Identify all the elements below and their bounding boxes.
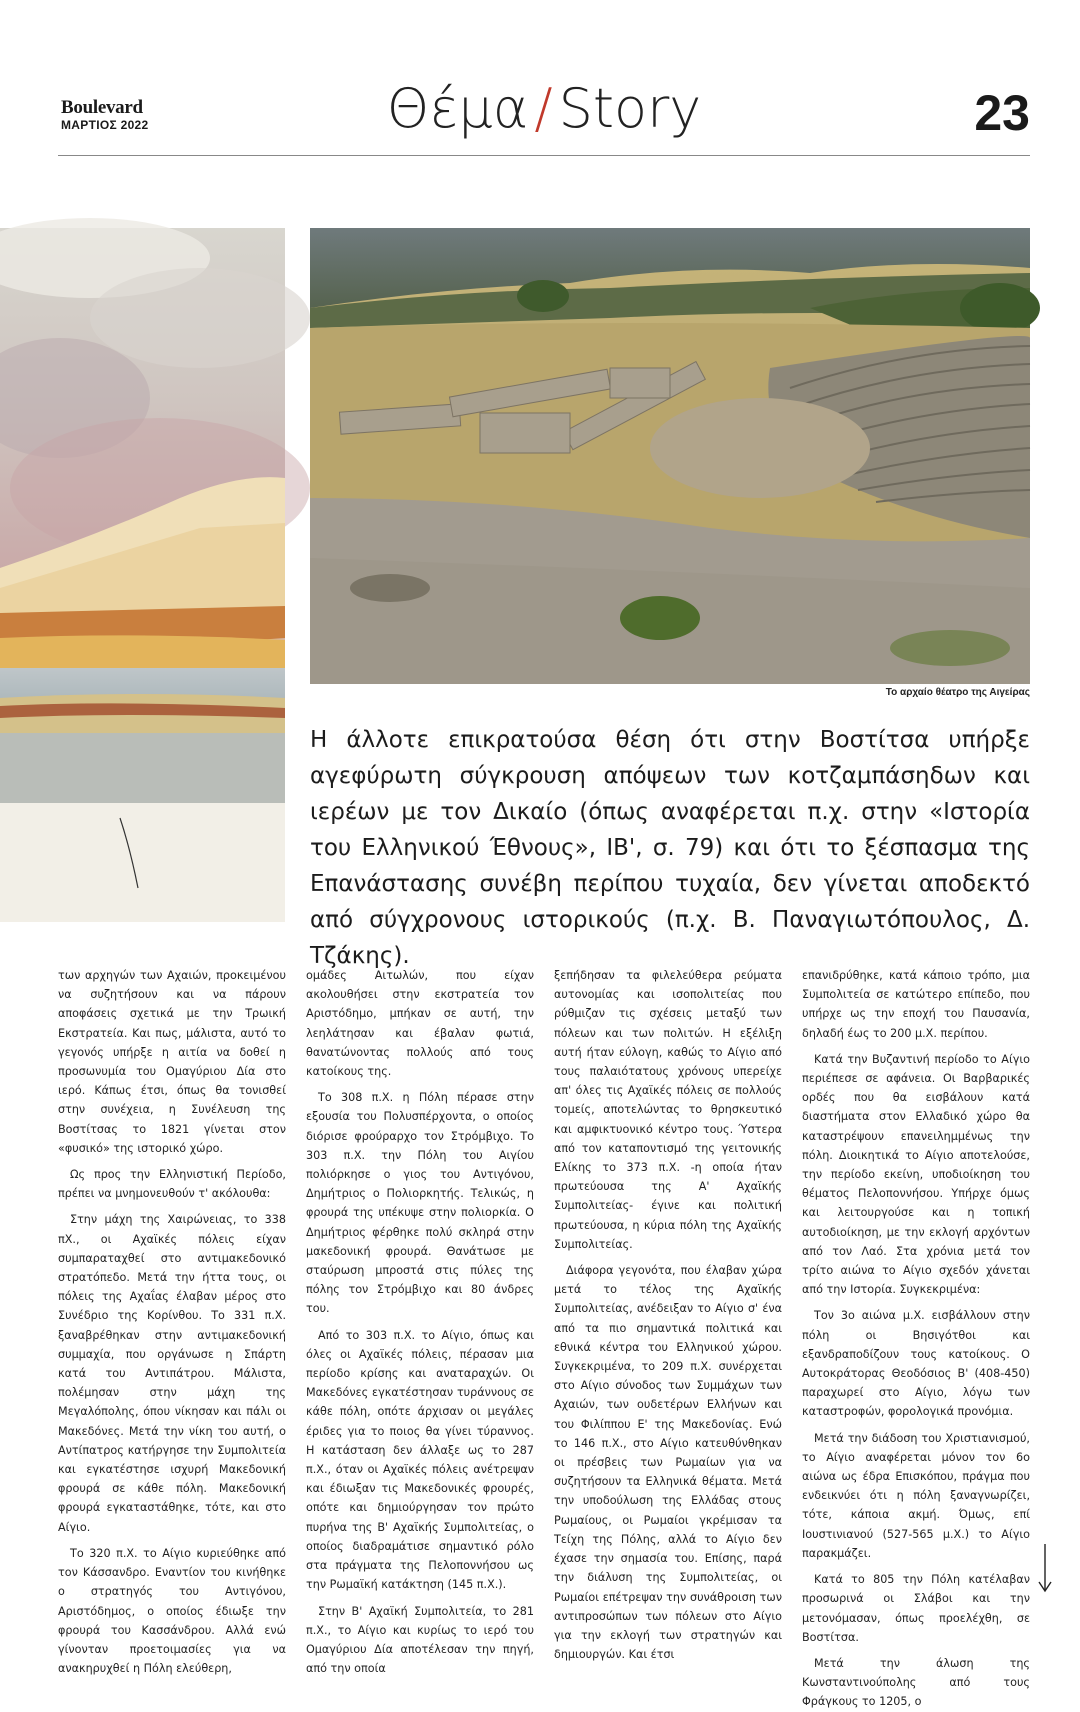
text-column-3 xyxy=(554,966,782,1662)
ancient-theatre-photo xyxy=(310,228,1030,684)
paragraph: Το 308 π.Χ. η Πόλη πέρασε στην εξουσία του Πολυσπέρχοντα, ο οποίος διόρισε φρούραρχο τον Στρόμβιχο. Το 303 π.Χ. την Πόλη του Αιγίου πολιόρκησε ο γιος του Αντιγόνου, Δημήτριος ο Πολιορκητής. Τελικώς, η φρουρά της υπέκυψε στην πολιορκία. Ο Δημήτριος φέρθηκε πολύ σκληρά στην μακεδονική φρουρά. Θανάτωσε με σταύρωση μπροστά στις πύλες της πόλης τον Στρόμβιχο και 80 άνδρες του. xyxy=(306,1091,534,1316)
paragraph: ξεπήδησαν τα φιλελεύθερα ρεύματα αυτονομίας και ισοπολιτείας που ρύθμιζαν τις σχέσεις μεταξύ των πόλεων και των πολιτών. Η εξέλιξη αυτή ήταν εύλογη, καθώς το Αίγιο από τους παλαιότατους χρόνους υπερείχε απ' όλες τις Αχαϊκές πόλεις σε πολλούς τομείς, αποτελώντας το θρησκευτικό και αμφικτυονικό κέντρο τους. Ύστερα από τον καταποντισμό της γειτονικής Ελίκης το 373 π.Χ. -η οποία ήταν πρωτεύουσα της Α' Αχαϊκής Συμπολιτείας- έγινε και πολιτική πρωτεύουσα, η κύρια πόλη της Αχαϊκής Συμπολιτείας. xyxy=(554,969,782,1251)
issue-date: ΜΑΡΤΙΟΣ 2022 xyxy=(61,118,149,132)
paragraph: Στην μάχη της Χαιρώνειας, το 338 πΧ., οι Αχαϊκές πόλεις είχαν συμπαραταχθεί στο αντιμακεδονικό στρατόπεδο. Μετά την ήττα τους, οι πόλεις της Αχαΐας έλαβαν μέρος στο Συνέδριο της Κορίνθου. Το 331 π.Χ. ξαναβρέθηκαν στην αντιμακεδονική συμμαχία, που οργάνωσε η Σπάρτη κατά του Αντιπάτρου. Μάλιστα, πολέμησαν στην μάχη της Μεγαλόπολης, όπου νίκησαν και πάλι οι Μακεδόνες. Μετά την νίκη του αυτή, ο Αντίπατρος κατήργησε την Συμπολιτεία και εγκατέστησε ισχυρή Μακεδονική φρουρά σε κάθε πόλη. Μακεδονική φρουρά εγκαταστάθηκε, τότε, και στο Αίγιο. xyxy=(58,1213,286,1534)
continue-arrow-icon xyxy=(1038,1544,1052,1594)
paragraph: Το 320 π.Χ. το Αίγιο κυριεύθηκε από τον Κάσσανδρο. Εναντίον του κινήθηκε ο στρατηγός του Αντιγόνου, Αριστόδημος, ο οποίος έδιωξε την φρουρά του Κασσάνδρου. Αλλά ενώ γίνονταν προετοιμασίες για να ανακηρυχθεί η Πόλη ελεύθερη, xyxy=(58,1546,286,1676)
page-header xyxy=(58,72,1030,156)
theatre-photo-illustration xyxy=(310,228,1030,684)
photo-caption: Το αρχαίο θέατρο της Αιγείρας xyxy=(885,687,1030,698)
paragraph: των αρχηγών των Αχαιών, προκειμένου να συζητήσουν και να πάρουν αποφάσεις σχετικά με την Τρωική Εκστρατεία. Και πως, μάλιστα, αυτό το γεγονός υπήρξε η αιτία να δοθεί η προσωνυμία του Ομαγύριου Δία στο ιερό. Κάπως έτσι, όπως θα τονισθεί στην συνέχεια, η Συνέλευση της Βοστίτσας το 1821 γίνεται στον «φυσικό» της ιστορικό χώρο. xyxy=(58,969,286,1155)
text-column-2 xyxy=(306,966,534,1676)
landscape-painting-image xyxy=(0,228,285,922)
paragraph: Από το 303 π.Χ. το Αίγιο, όπως και όλες οι Αχαϊκές πόλεις, πέρασαν μια περίοδο κρίσης και αναταραχών. Οι Μακεδόνες εγκατέστησαν τυράννους σε κάθε πόλη, οπότε άρχισαν οι μεγάλες έριδες για το ποιος θα γίνει τύραννος. Η κατάσταση δεν άλλαξε ως το 287 π.Χ., όταν οι Αχαϊκές πόλεις ανέτρεψαν και έδιωξαν τις Μακεδονικές φρουρές, οπότε και δημιούργησαν τον πρώτο πυρήνα της Β' Αχαϊκής Συμπολιτείας, ο οποίος διαδραμάτισε σημαντικό ρόλο στα πράγματα της Πελοποννήσου ως την Ρωμαϊκή κατάκτηση (145 π.Χ.). xyxy=(306,1328,534,1592)
paragraph: Τον 3ο αιώνα μ.Χ. εισβάλλουν στην πόλη οι Βησιγότθοι και εξανδραποδίζουν τους κατοίκους. Ο Αυτοκράτορας Θεοδόσιος Β' (408-450) παραχωρεί στο Αίγιο, λόγω των καταστροφών, φορολογικά προνόμια. xyxy=(802,1309,1030,1419)
text-column-1 xyxy=(58,966,286,1676)
text-column-4 xyxy=(802,966,1030,1709)
paragraph: Στην Β' Αχαϊκή Συμπολιτεία, το 281 π.Χ., το Αίγιο και κυρίως το ιερό του Ομαγύριου Δία αποτέλεσαν την πηγή, από την οποία xyxy=(306,1604,534,1676)
paragraph: Μετά την άλωση της Κωνσταντινούπολης από τους Φράγκους το 1205, ο xyxy=(802,1656,1030,1709)
section-title xyxy=(58,78,1030,140)
painting-illustration xyxy=(0,228,285,922)
paragraph: Μετά την διάδοση του Χριστιανισμού, το Αίγιο αναφέρεται μόνον τον 6ο αιώνα ως έδρα Επισκόπου, πράγμα που ενδεικνύει ότι η πόλη ξαναγνωρίζει, τότε, κάποια ακμή. Όμως, επί Ιουστινιανού (527-565 μ.Χ.) το Αίγιο παρακμάζει. xyxy=(802,1431,1030,1560)
paragraph: Ως προς την Ελληνιστική Περίοδο, πρέπει να μνημονευθούν τ' ακόλουθα: xyxy=(58,1168,286,1201)
paragraph: Κατά το 805 την Πόλη κατέλαβαν προσωρινά οι Σλάβοι και την μετονόμασαν, όπως προελέχθη, σε Βοστίτσα. xyxy=(802,1573,1030,1644)
paragraph: Διάφορα γεγονότα, που έλαβαν χώρα μετά το τέλος της Αχαϊκής Συμπολιτείας, ανέδειξαν το Αίγιο σ' ένα από τα πιο σημαντικά πολιτικά και εθνικά κέντρα του Ελληνικού χώρου. Συγκεκριμένα, το 209 π.Χ. συνέρχεται στο Αίγιο σύνοδος των Συμμάχων των Αχαιών, των ουδετέρων Ελλήνων και του Φιλίππου Ε' της Μακεδονίας. Ενώ το 146 π.Χ., στο Αίγιο κατευθύνθηκαν οι πρέσβεις των Ρωμαίων για να συζητήσουν τα Ελληνικά θέματα. Μετά την υποδούλωση της Ελλάδας στους Ρωμαίους, οι Ρωμαίοι γκρέμισαν τα Τείχη της Πόλης, αλλά το Αίγιο δεν έχασε την σημασία του. Επίσης, παρά την διάλυση της Συμπολιτείας, οι Ρωμαίοι επέτρεψαν την συνάθροιση των αντιπροσώπων των πόλεων στο Αίγιο για την εκλογή των στρατηγών και δημιουργών. Και έτσι xyxy=(554,1264,782,1662)
section-title-english: Story xyxy=(558,77,702,140)
section-title-greek: Θέμα xyxy=(386,77,529,140)
article-body xyxy=(58,966,1030,1709)
pull-quote: Η άλλοτε επικρατούσα θέση ότι στην Βοστίτσα υπήρξε αγεφύρωτη σύγκρουση απόψεων των κοτζαμπάσηδων και ιερέων με τον Δικαίο (όπως αναφέρεται π.χ. στην «Ιστορία του Ελληνικού Έθνους», ΙΒ', σ. 79) και ότι το ξέσπασμα της Επανάστασης συνέβη περίπου τυχαία, δεν γίνεται αποδεκτό από σύγχρονους ιστορικούς (π.χ. Β. Παναγιωτόπουλος, Δ. Τζάκης). xyxy=(310,727,1030,969)
paragraph: Κατά την Βυζαντινή περίοδο το Αίγιο περιέπεσε σε αφάνεια. Οι Βαρβαρικές ορδές που θα εισβάλουν κατά διαστήματα στον Ελλαδικό χώρο θα καταστρέψουν επανειλημμένως την πόλη. Διοικητικά το Αίγιο αποτελούσε, την περίοδο εκείνη, υποδιοίκηση του θέματος Πελοποννήσου. Υπήρχε όμως και λειτουργούσε και η τοπική αυτοδιοίκηση, με την εκλογή αρχόντων από τον Λαό. Στα χρόνια μετά τον τρίτο αιώνα το Αίγιο σχεδόν χάνεται από την Ιστορία. Συγκεκριμένα: xyxy=(802,1052,1030,1297)
brand-name: Boulevard xyxy=(61,97,143,118)
paragraph: ομάδες Αιτωλών, που είχαν ακολουθήσει στην εκστρατεία τον Αριστόδημο, μπήκαν σε αυτή, την λεηλάτησαν και έβαλαν φωτιά, θανατώνοντας πολλούς από τους κατοίκους της. xyxy=(306,969,534,1079)
paragraph: επανιδρύθηκε, κατά κάποιο τρόπο, μια Συμπολιτεία σε κατώτερο επίπεδο, που υπήρχε ως την εποχή του Παυσανία, δηλαδή έως το 200 μ.Χ. περίπου. xyxy=(802,969,1030,1040)
section-slash: / xyxy=(534,77,553,140)
page-number: 23 xyxy=(974,85,1030,141)
